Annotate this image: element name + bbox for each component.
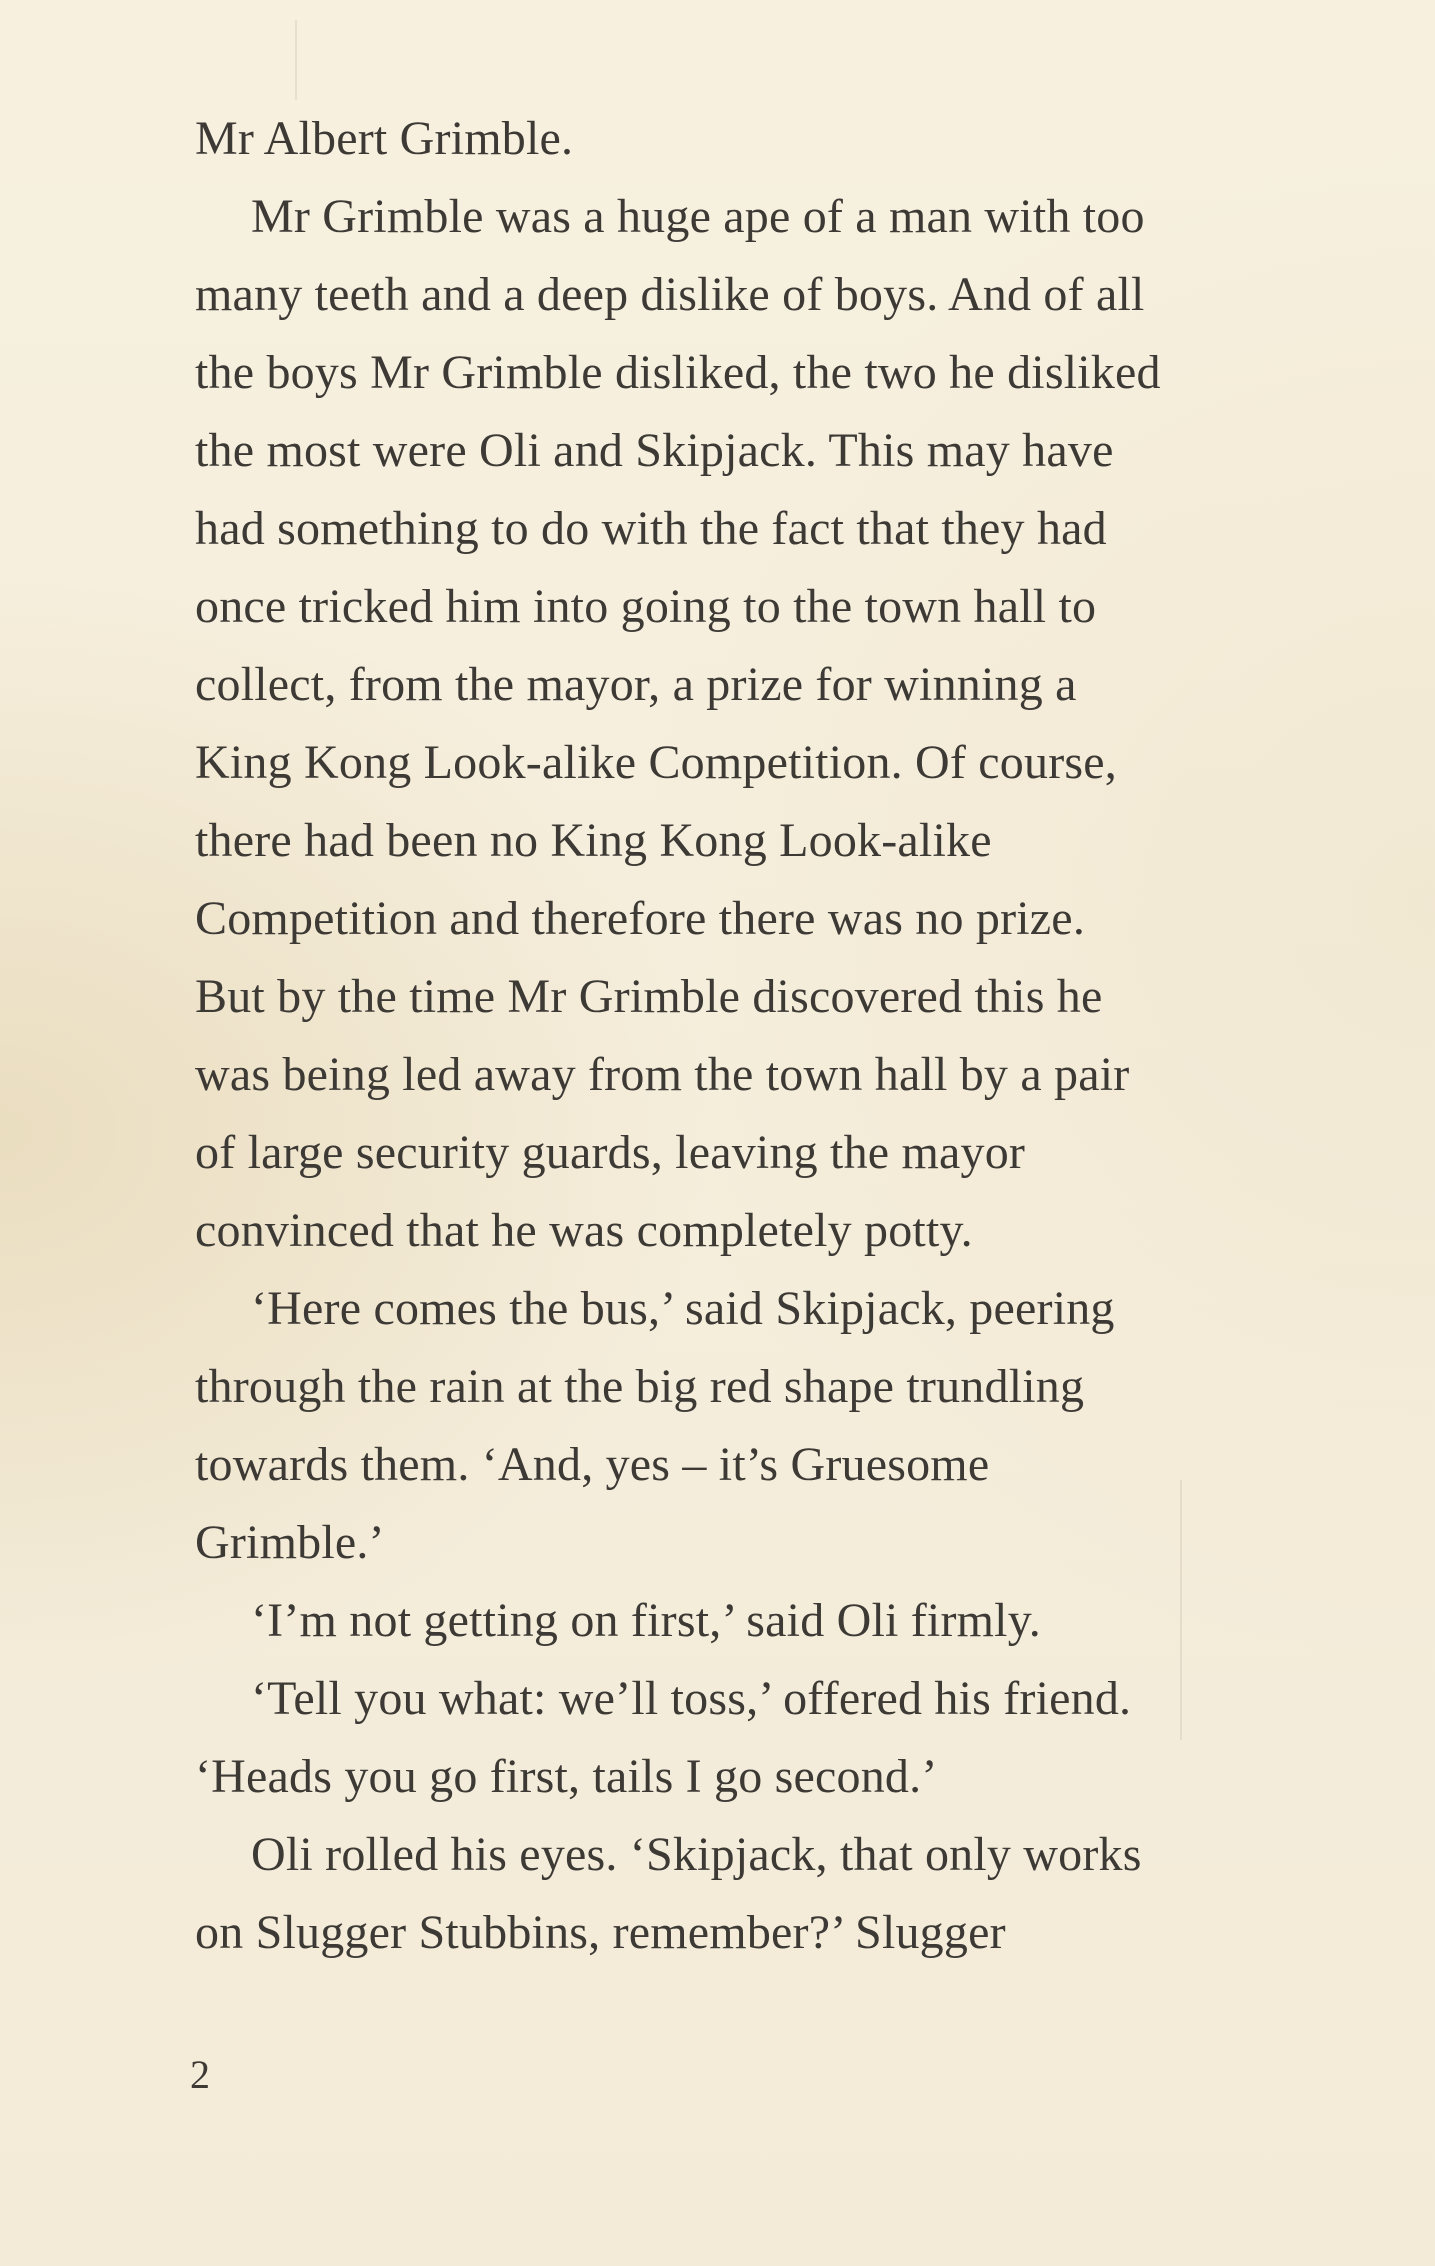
text-line: was being led away from the town hall by a pair xyxy=(195,1048,1130,1101)
text-line: many teeth and a deep dislike of boys. And of all xyxy=(195,268,1145,321)
text-line: on Slugger Stubbins, remember?’ Slugger xyxy=(195,1906,1006,1959)
text-line: ‘Tell you what: we’ll toss,’ offered his friend. xyxy=(251,1672,1132,1725)
text-line: Mr Albert Grimble. xyxy=(195,112,574,165)
text-line: Grimble.’ xyxy=(195,1516,385,1569)
text-line: ‘Here comes the bus,’ said Skipjack, peering xyxy=(251,1282,1115,1335)
text-line: of large security guards, leaving the mayor xyxy=(195,1126,1026,1179)
text-line: had something to do with the fact that they had xyxy=(195,502,1107,555)
text-line: the boys Mr Grimble disliked, the two he disliked xyxy=(195,346,1161,399)
text-line: through the rain at the big red shape trundling xyxy=(195,1360,1085,1413)
text-line: Mr Grimble was a huge ape of a man with too xyxy=(251,190,1145,243)
text-line: But by the time Mr Grimble discovered this he xyxy=(195,970,1103,1023)
text-line: King Kong Look-alike Competition. Of course, xyxy=(195,736,1117,789)
text-line: convinced that he was completely potty. xyxy=(195,1204,973,1257)
text-line: the most were Oli and Skipjack. This may have xyxy=(195,424,1114,477)
text-line: there had been no King Kong Look-alike xyxy=(195,814,992,867)
text-line: collect, from the mayor, a prize for winning a xyxy=(195,658,1077,711)
text-line: ‘Heads you go first, tails I go second.’ xyxy=(195,1750,938,1803)
text-line: ‘I’m not getting on first,’ said Oli firmly. xyxy=(251,1594,1041,1647)
text-line: Oli rolled his eyes. ‘Skipjack, that only works xyxy=(251,1828,1142,1881)
page-number: 2 xyxy=(190,2052,210,2097)
text-line: Competition and therefore there was no prize. xyxy=(195,892,1086,945)
body-text xyxy=(195,100,1335,1972)
page-crease-mark xyxy=(295,20,297,100)
text-line: once tricked him into going to the town hall to xyxy=(195,580,1097,633)
text-line: towards them. ‘And, yes – it’s Gruesome xyxy=(195,1438,990,1491)
